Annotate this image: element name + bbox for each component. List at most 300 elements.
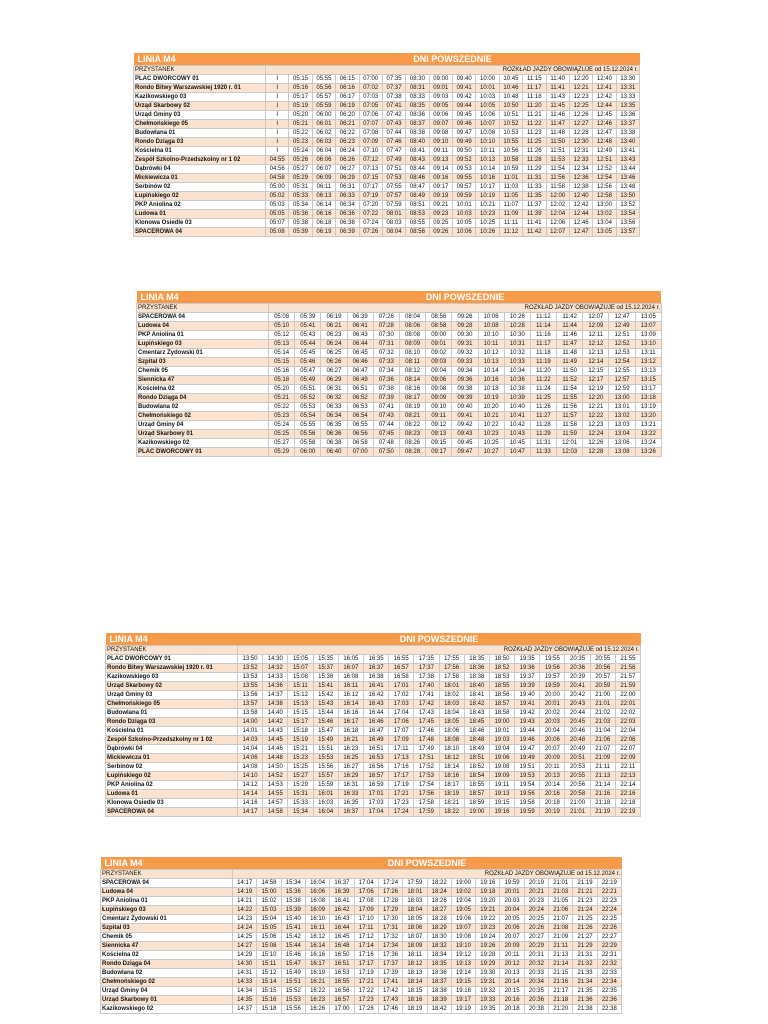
departure-time: 05:21 [269,394,295,403]
departure-time: 12:06 [546,219,569,228]
departure-time: 18:54 [464,772,489,781]
departure-time: 12:34 [569,165,592,174]
departure-time: 09:10 [429,138,452,147]
departure-time: 14:40 [263,709,288,718]
departure-time: 17:35 [414,655,439,664]
departure-time: 06:15 [336,75,359,84]
departure-time: 12:30 [569,138,592,147]
stop-name: Ludowa 04 [101,888,233,897]
departure-time: 13:11 [635,349,661,358]
departure-time: 10:23 [476,210,499,219]
departure-time: 22:29 [597,942,621,951]
departure-time: 21:16 [590,790,615,799]
departure-time: 20:26 [524,924,548,933]
departure-time: 13:00 [593,201,616,210]
departure-time: 18:38 [427,987,451,996]
stop-name: Kazikowskiego 02 [137,439,269,448]
departure-time: 05:33 [289,192,312,201]
departure-time: 12:55 [609,367,635,376]
departure-time: 11:52 [557,376,583,385]
departure-time: 18:53 [489,673,514,682]
departure-time: 20:18 [540,799,565,808]
departure-time: 06:21 [336,120,359,129]
departure-time: 13:50 [238,655,263,664]
departure-time: 05:14 [269,349,295,358]
departure-time: 08:28 [399,448,425,457]
stop-column-header: PRZYSTANEK [101,870,233,879]
departure-time: 16:58 [389,673,414,682]
departure-time: 11:05 [499,192,522,201]
departure-time: 15:08 [288,673,313,682]
departure-time: 14:23 [233,915,257,924]
departure-time: 13:31 [616,84,639,93]
table-row [106,673,641,682]
departure-time: 06:33 [336,192,359,201]
departure-time: 15:51 [281,978,305,987]
departure-time: 17:48 [414,736,439,745]
departure-time: 17:32 [378,933,402,942]
departure-time: 15:53 [281,996,305,1005]
departure-time: 21:33 [573,969,597,978]
day-type-title: DNI POWSZEDNIE [269,291,662,304]
departure-time: 19:59 [540,682,565,691]
departure-time: 11:40 [546,75,569,84]
departure-time: 15:42 [281,933,305,942]
departure-time: 12:20 [569,75,592,84]
departure-time: 18:02 [439,691,464,700]
departure-time: 16:42 [330,906,354,915]
departure-time: 17:58 [414,799,439,808]
departure-time: 18:16 [403,996,427,1005]
departure-time: 14:50 [263,763,288,772]
departure-time: 06:39 [347,313,373,322]
departure-time: 11:46 [557,331,583,340]
departure-time: 06:39 [336,228,359,237]
departure-time: 06:24 [336,147,359,156]
departure-time: 10:00 [476,75,499,84]
line-title: LINIA M4 [101,857,233,870]
departure-time: 17:41 [414,691,439,700]
departure-time: 05:44 [295,340,321,349]
table-row [134,201,640,210]
departure-time: 17:06 [354,888,378,897]
departure-time: 20:25 [524,915,548,924]
departure-time: 09:39 [452,394,478,403]
departure-time: 13:12 [635,358,661,367]
departure-time: 10:16 [478,376,504,385]
departure-time: 05:08 [269,313,295,322]
departure-time: 21:32 [573,960,597,969]
departure-time: 19:13 [451,960,475,969]
departure-time: 16:17 [305,960,329,969]
departure-time: 16:21 [305,978,329,987]
departure-time: 18:16 [439,772,464,781]
departure-time: 09:41 [452,412,478,421]
departure-time: 19:01 [489,727,514,736]
departure-time: 07:19 [359,192,382,201]
departure-time: 20:59 [590,682,615,691]
departure-time: 17:24 [389,808,414,817]
departure-time: 12:21 [569,84,592,93]
departure-time: 17:43 [414,709,439,718]
departure-time: 18:52 [489,664,514,673]
departure-time: 11:26 [523,147,546,156]
departure-time: 11:41 [546,84,569,93]
line-title: LINIA M4 [137,291,269,304]
departure-time: 06:23 [336,138,359,147]
stop-name: Ludowa 04 [137,322,269,331]
departure-time: 16:23 [305,996,329,1005]
departure-time: 05:18 [269,376,295,385]
departure-time: 10:01 [453,201,476,210]
departure-time: 06:09 [312,174,335,183]
departure-time: 21:18 [590,799,615,808]
stop-name: Serbinów 02 [106,763,238,772]
departure-time: 16:38 [363,673,388,682]
stop-name: Budowlana 02 [137,403,269,412]
departure-time: 15:46 [313,718,338,727]
departure-time: 22:25 [597,915,621,924]
departure-time: 11:57 [557,412,583,421]
departure-time: 17:53 [414,772,439,781]
departure-time: 07:47 [382,147,405,156]
departure-time: 10:55 [499,138,522,147]
departure-time: 14:06 [238,754,263,763]
departure-time: 06:33 [321,403,347,412]
departure-time: 16:07 [338,664,363,673]
departure-time: 17:21 [389,790,414,799]
departure-time: 16:55 [330,978,354,987]
departure-time: 15:57 [313,772,338,781]
departure-time: 08:03 [382,219,405,228]
departure-time: 16:46 [363,718,388,727]
departure-time: 12:03 [557,448,583,457]
departure-time: 20:19 [524,879,548,888]
departure-time: 13:13 [635,367,661,376]
departure-time: 13:00 [609,394,635,403]
departure-time: 09:01 [429,84,452,93]
departure-time: 14:48 [263,754,288,763]
table-row [106,745,641,754]
departure-time: 20:36 [524,996,548,1005]
departure-time: 13:05 [593,228,616,237]
stop-name: Dąbrówki 04 [134,165,266,174]
departure-time: 11:58 [557,421,583,430]
departure-time: 20:56 [565,781,590,790]
departure-time: 07:45 [373,430,399,439]
departure-time: 09:01 [426,340,452,349]
departure-time: 17:31 [378,924,402,933]
departure-time: 19:56 [515,790,540,799]
table-row [134,219,640,228]
departure-time: 17:23 [354,996,378,1005]
departure-time: 07:12 [359,156,382,165]
departure-time: 10:16 [476,174,499,183]
departure-time: 20:58 [565,790,590,799]
stop-name: Serbinów 02 [134,183,266,192]
departure-time: 15:19 [288,736,313,745]
departure-time: 19:10 [451,942,475,951]
departure-time: 15:00 [257,888,281,897]
departure-time: 20:57 [590,673,615,682]
departure-time: 12:28 [569,129,592,138]
departure-time: 14:55 [263,790,288,799]
departure-time: 19:16 [489,808,514,817]
departure-time: 18:56 [489,691,514,700]
departure-time: 14:00 [238,718,263,727]
departure-time: 16:57 [363,772,388,781]
departure-time: 21:00 [590,691,615,700]
departure-time: 14:45 [263,736,288,745]
table-row [137,385,662,394]
departure-time: 19:16 [451,987,475,996]
departure-time: 18:04 [403,906,427,915]
stop-name: Rondo Dziąga 04 [101,960,233,969]
departure-time: 08:23 [399,430,425,439]
departure-time: 15:10 [257,951,281,960]
departure-time: 12:15 [583,367,609,376]
departure-time: 15:02 [257,897,281,906]
departure-time: 19:16 [476,879,500,888]
table-row [106,655,641,664]
departure-time: 12:47 [593,129,616,138]
table-row [134,165,640,174]
departure-time: 13:44 [616,165,639,174]
departure-time: 06:19 [312,228,335,237]
departure-time: 05:23 [269,412,295,421]
departure-time: 06:27 [336,165,359,174]
table-row [134,174,640,183]
departure-time: 10:32 [504,349,530,358]
departure-time: 08:21 [399,412,425,421]
departure-time: 05:08 [266,228,289,237]
departure-time: 06:34 [336,201,359,210]
departure-time: 16:45 [330,933,354,942]
departure-time: 07:24 [359,219,382,228]
departure-time: 07:57 [382,192,405,201]
departure-time: 17:03 [389,700,414,709]
departure-time: 18:58 [489,709,514,718]
departure-time: 10:27 [478,448,504,457]
departure-time: 05:57 [312,93,335,102]
departure-time: 19:04 [451,897,475,906]
table-row [106,790,641,799]
departure-time: 06:47 [347,367,373,376]
departure-time: 16:42 [363,691,388,700]
departure-time: 19:03 [489,736,514,745]
departure-time: 06:11 [312,183,335,192]
departure-time: 19:35 [476,1005,500,1014]
departure-time: 18:55 [464,781,489,790]
departure-time: 19:53 [515,772,540,781]
departure-time: 20:41 [565,682,590,691]
departure-time: 21:19 [590,808,615,817]
departure-time: 05:31 [289,183,312,192]
departure-time: 09:12 [426,421,452,430]
departure-time: 15:23 [288,754,313,763]
departure-time: 19:00 [464,808,489,817]
day-type-title: DNI POWSZEDNIE [238,633,641,646]
departure-time: 07:50 [373,448,399,457]
departure-time: 22:36 [597,996,621,1005]
departure-time: 17:06 [389,718,414,727]
departure-time: 15:40 [281,915,305,924]
departure-time: 08:53 [406,210,429,219]
departure-time: 15:41 [281,924,305,933]
departure-time: 06:20 [336,111,359,120]
departure-time: 12:07 [546,228,569,237]
departure-time: 17:13 [389,754,414,763]
departure-time: 17:26 [378,888,402,897]
departure-time: 17:02 [389,691,414,700]
departure-time: 21:05 [549,897,573,906]
departure-time: 11:27 [530,412,556,421]
departure-time: 05:47 [295,367,321,376]
departure-time: 17:22 [354,987,378,996]
table-row [137,448,662,457]
stop-name: Kazikowskiego 02 [101,1005,233,1014]
departure-time: 09:03 [426,358,452,367]
departure-time: 11:03 [499,183,522,192]
departure-time: 14:30 [233,960,257,969]
stop-name: Urząd Gminy 04 [137,421,269,430]
departure-time: 13:38 [616,129,639,138]
stop-column-header: PRZYSTANEK [134,66,266,75]
departure-time: 19:18 [476,888,500,897]
table-row [106,736,641,745]
departure-time: 13:02 [609,412,635,421]
departure-time: 21:02 [590,709,615,718]
departure-time: 08:22 [399,421,425,430]
departure-time: 07:51 [382,165,405,174]
departure-time: 08:11 [399,358,425,367]
departure-time: 06:45 [347,349,373,358]
departure-time: 15:52 [281,987,305,996]
departure-time: 16:05 [338,655,363,664]
departure-time: 21:18 [549,996,573,1005]
departure-time: 06:26 [321,358,347,367]
departure-time: 18:41 [464,691,489,700]
departure-time: 12:00 [546,192,569,201]
departure-time: 16:56 [330,987,354,996]
departure-time: 07:48 [373,439,399,448]
departure-time: 18:09 [403,942,427,951]
departure-time: 17:01 [389,682,414,691]
departure-time: 19:35 [515,655,540,664]
departure-time: 12:52 [593,165,616,174]
timetable-header [137,291,662,304]
departure-time: 20:12 [500,960,524,969]
departure-time: 09:15 [426,439,452,448]
departure-time: 12:42 [569,201,592,210]
stop-name: Chemik 05 [137,367,269,376]
departure-time: 11:07 [499,201,522,210]
departure-time: 07:59 [382,201,405,210]
departure-time: 05:54 [295,412,321,421]
departure-time: 08:38 [406,129,429,138]
departure-time: 13:50 [616,192,639,201]
departure-time: 13:56 [238,691,263,700]
departure-time: 10:45 [504,439,530,448]
departure-time: 19:28 [476,951,500,960]
departure-time: 14:37 [233,1005,257,1014]
departure-time: 05:56 [295,430,321,439]
departure-time: 18:13 [403,969,427,978]
stop-name: Urząd Skarbowy 01 [101,996,233,1005]
departure-time: I [266,120,289,129]
departure-time: 22:00 [615,691,640,700]
departure-time: 11:31 [530,439,556,448]
departure-time: 17:39 [378,969,402,978]
timetable-3 [105,633,641,817]
departure-time: 08:33 [406,93,429,102]
departure-time: 08:26 [399,439,425,448]
departure-time: 06:43 [347,331,373,340]
departure-time: 17:08 [354,897,378,906]
stop-name: PKP Aniolina 02 [106,781,238,790]
departure-time: 10:14 [478,367,504,376]
departure-time: 20:15 [500,987,524,996]
departure-time: 05:15 [269,358,295,367]
departure-time: 06:29 [321,376,347,385]
departure-time: 17:38 [414,673,439,682]
departure-time: 21:35 [573,987,597,996]
departure-time: 16:21 [338,736,363,745]
departure-time: 18:26 [427,897,451,906]
table-row [134,102,640,111]
departure-time: 16:23 [338,745,363,754]
departure-time: 17:46 [414,727,439,736]
departure-time: 14:38 [263,700,288,709]
departure-time: 18:32 [427,942,451,951]
departure-time: 13:24 [635,439,661,448]
departure-time: 22:01 [615,700,640,709]
departure-time: 19:13 [489,790,514,799]
departure-time: 17:07 [389,727,414,736]
departure-time: 18:29 [427,924,451,933]
departure-time: 07:43 [382,120,405,129]
departure-time: 17:56 [414,790,439,799]
departure-time: 10:26 [504,313,530,322]
departure-time: 12:45 [593,111,616,120]
departure-time: 11:09 [499,210,522,219]
departure-time: 15:15 [288,709,313,718]
departure-time: 20:03 [500,897,524,906]
departure-time: 21:21 [573,888,597,897]
departure-time: 12:33 [569,156,592,165]
departure-time: 12:13 [583,349,609,358]
departure-time: 09:40 [452,403,478,412]
departure-time: 12:56 [593,183,616,192]
departure-time: 09:38 [452,385,478,394]
stop-name: Urząd Gminy 03 [134,111,266,120]
departure-time: 18:14 [403,978,427,987]
departure-time: 19:08 [489,763,514,772]
table-row [137,403,662,412]
departure-time: 19:15 [451,978,475,987]
departure-time: 21:08 [549,924,573,933]
departure-time: 19:40 [515,691,540,700]
departure-time: 15:13 [288,700,313,709]
departure-time: 09:47 [452,448,478,457]
departure-time: 22:02 [615,709,640,718]
departure-time: 16:17 [338,718,363,727]
departure-time: 20:55 [565,772,590,781]
departure-time: 14:29 [233,951,257,960]
departure-time: 09:07 [429,120,452,129]
departure-time: 14:52 [263,772,288,781]
departure-time: 19:12 [451,951,475,960]
